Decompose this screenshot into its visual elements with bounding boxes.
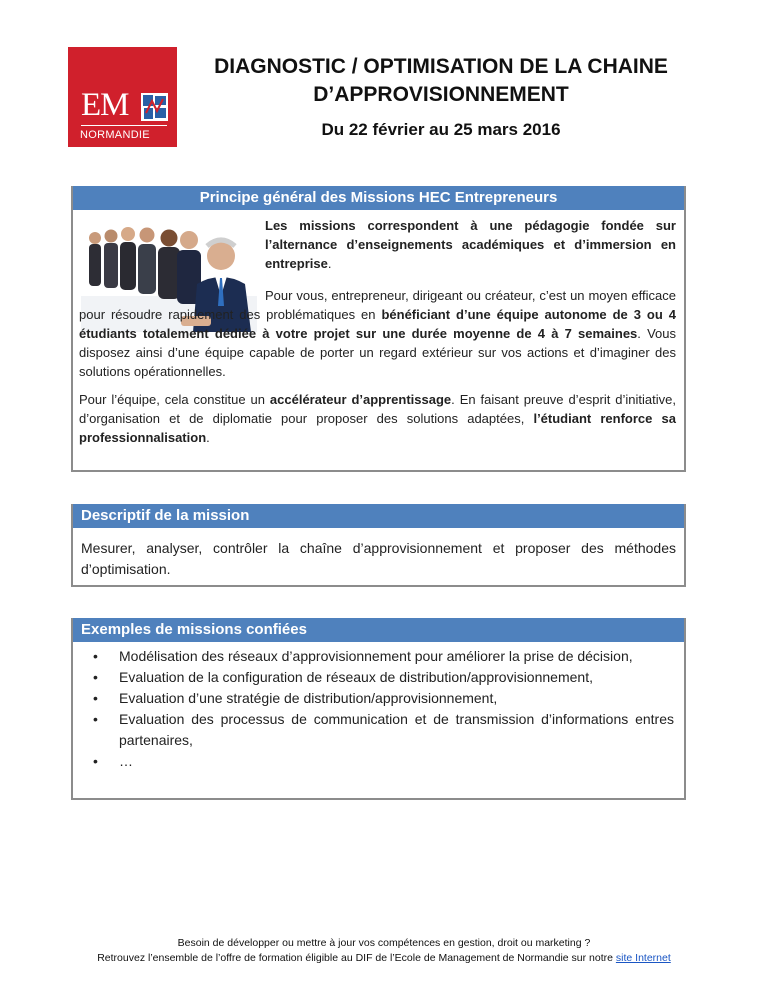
bullet-icon: • bbox=[93, 690, 98, 706]
principle-p2-end: . Vous disposez ainsi d’une équipe capable de porter un regard extérieur sur vos actions et d’imaginer des solutions opérationnelles. bbox=[79, 326, 676, 379]
logo-divider bbox=[81, 125, 167, 126]
list-item: • Evaluation de la configuration de réseaux de distribution/approvisionnement, bbox=[81, 667, 674, 688]
bullet-icon: • bbox=[93, 669, 98, 685]
examples-panel bbox=[71, 618, 686, 800]
principle-p1-end: . bbox=[327, 256, 332, 271]
list-item: • Evaluation d’une stratégie de distribution/approvisionnement, bbox=[81, 688, 674, 709]
principle-p3-bold-2: l’étudiant renforce sa professionnalisation bbox=[79, 411, 676, 445]
examples-list bbox=[81, 646, 674, 772]
principle-paragraph-2 bbox=[79, 286, 676, 381]
principle-p3-end: . bbox=[206, 430, 210, 445]
website-link[interactable]: site Internet bbox=[615, 952, 671, 964]
principle-heading: Principe général des Missions HEC Entrepreneurs bbox=[73, 186, 684, 210]
principle-p3-start: Pour l’équipe, cela constitue un bbox=[79, 392, 270, 407]
bullet-icon: • bbox=[93, 711, 98, 727]
principle-p3-bold-1: accélérateur d’apprentissage bbox=[269, 392, 452, 407]
principle-p3-mid: . En faisant preuve d’esprit d’initiative, d’organisation et de diplomatie pour proposer des solutions adaptées, bbox=[79, 392, 676, 426]
bullet-icon: • bbox=[93, 648, 98, 664]
page-title bbox=[180, 53, 702, 109]
title-line-2: D’APPROVISIONNEMENT bbox=[313, 83, 569, 106]
footer bbox=[0, 936, 768, 966]
principle-p2-start: Pour vous, entrepreneur, dirigeant ou créateur, c’est un moyen efficace pour résoudre rapidement des problématiques en bbox=[79, 288, 676, 322]
em-normandie-logo bbox=[68, 47, 177, 147]
description-text: Mesurer, analyser, contrôler la chaîne d’approvisionnement et proposer des méthodes d’optimisation. bbox=[81, 540, 676, 577]
description-heading: Descriptif de la mission bbox=[73, 504, 684, 528]
date-range: Du 22 février au 25 mars 2016 bbox=[321, 120, 561, 139]
footer-line-2: Retrouvez l’ensemble de l’offre de formation éligible au DIF de l’Ecole de Management de Normandie sur notre site Internet bbox=[97, 952, 671, 964]
principle-paragraph-1 bbox=[265, 216, 676, 273]
footer-line-1: Besoin de développer ou mettre à jour vos compétences en gestion, droit ou marketing ? bbox=[177, 937, 591, 949]
logo-emblem-icon bbox=[141, 93, 168, 121]
logo-subtitle: NORMANDIE bbox=[80, 129, 150, 141]
principle-panel bbox=[71, 186, 686, 472]
list-item: • Modélisation des réseaux d’approvisionnement pour améliorer la prise de décision, bbox=[81, 646, 674, 667]
principle-paragraph-3 bbox=[79, 390, 676, 447]
logo-mark-text: EM bbox=[81, 87, 129, 123]
title-line-1: DIAGNOSTIC / OPTIMISATION DE LA CHAINE bbox=[214, 55, 668, 78]
description-panel bbox=[71, 504, 686, 587]
principle-p2-bold: bénéficiant d’une équipe autonome de 3 ou 4 étudiants totalement dédiée à votre projet sur une durée moyenne de 4 à 7 semaines bbox=[79, 307, 677, 341]
bullet-icon: • bbox=[93, 753, 98, 769]
principle-p1-bold: Les missions correspondent à une pédagogie fondée sur l’alternance d’enseignements académiques et d’immersion en entreprise bbox=[265, 218, 676, 271]
examples-heading: Exemples de missions confiées bbox=[73, 618, 684, 642]
list-item: • … bbox=[81, 751, 674, 772]
list-item: • Evaluation des processus de communication et de transmission d’informations entres partenaires, bbox=[93, 711, 674, 748]
